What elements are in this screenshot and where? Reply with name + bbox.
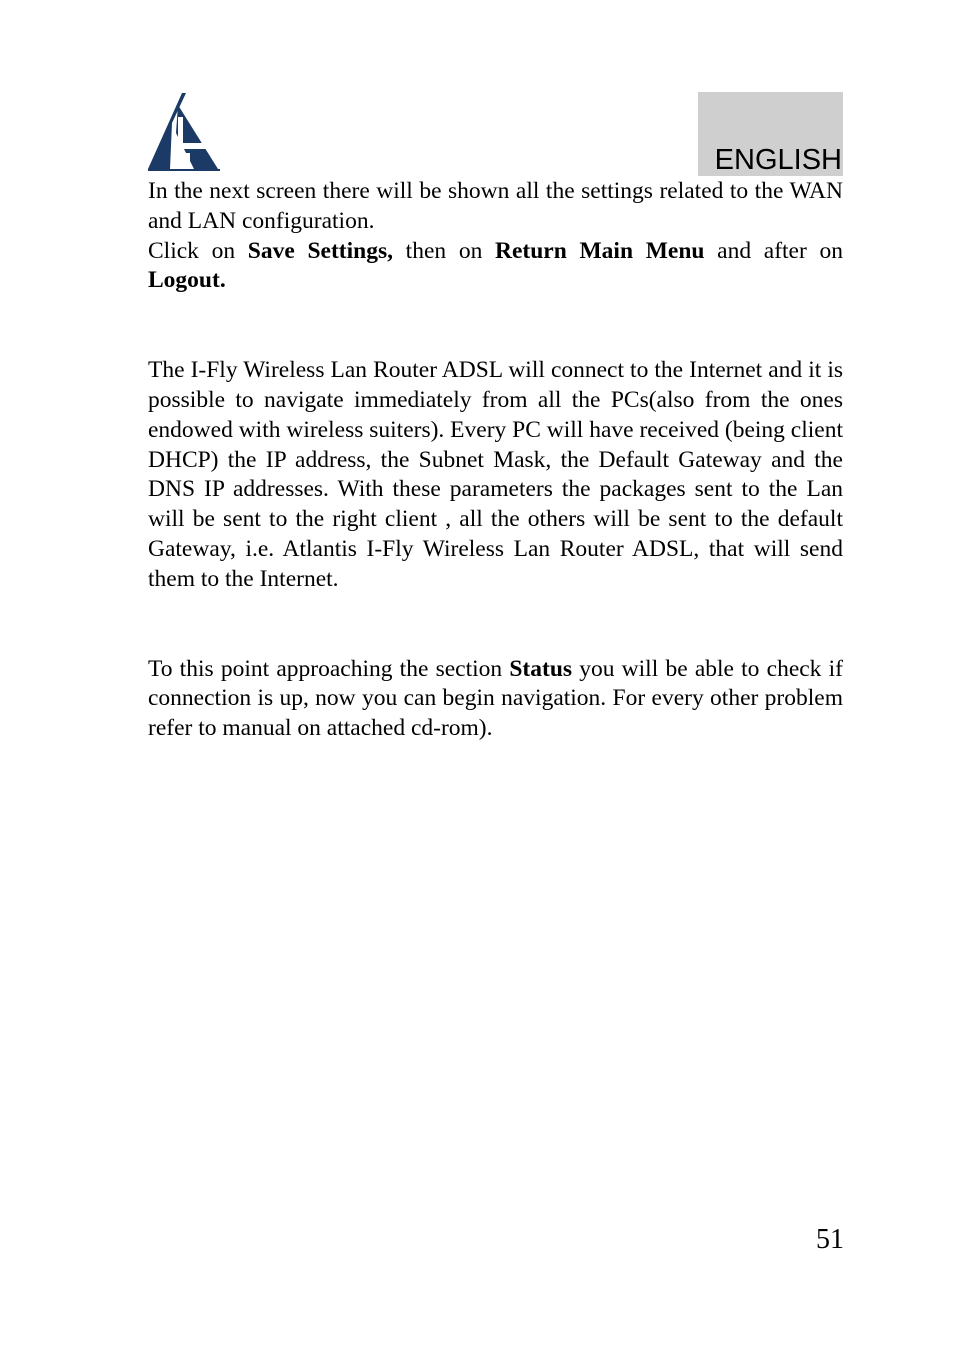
paragraph-wan-lan (148, 177, 843, 237)
language-label: ENGLISH (714, 144, 842, 176)
internet-connection-text: The I-Fly Wireless Lan Router ADSL will connect to the Internet and it is possible to navigate immediately from all the PCs(also from the ones endowed with wireless suiters). Every PC will have received (being client DHCP) the IP address, the Subnet Mask, the Default Gateway and the DNS IP addresses. With these parameters the packages sent to the Lan will be sent to the right client , all the others will be sent to the default Gateway, i.e. Atlantis I-Fly Wireless Lan Router ADSL, that will send them to the Internet. (148, 357, 844, 592)
paragraph-status-check (148, 655, 843, 744)
page-number: 51 (816, 1224, 844, 1255)
language-tab (698, 92, 843, 176)
return-main-menu-label: Return Main Menu (495, 237, 705, 264)
spacer (148, 595, 843, 655)
then-on-text: then on (393, 237, 496, 264)
atlantis-logo-icon (148, 93, 220, 171)
paragraph-click-instructions (148, 237, 843, 297)
click-prefix: Click on (148, 237, 248, 264)
and-after-on-text: and after on (704, 237, 843, 264)
status-prefix: To this point approaching the section (148, 655, 510, 682)
logout-label: Logout. (148, 267, 226, 294)
status-label: Status (509, 655, 573, 682)
spacer (148, 296, 843, 356)
status-suffix: you will be able to check if connection is up, now you can begin navigation. For every other problem refer to manual on attached cd-rom). (148, 655, 843, 742)
paragraph-internet-connection (148, 356, 843, 594)
wan-lan-text: In the next screen there will be shown all the settings related to the WAN and LAN configuration. (148, 178, 843, 234)
save-settings-label: Save Settings, (247, 237, 393, 264)
page-content (148, 177, 843, 744)
